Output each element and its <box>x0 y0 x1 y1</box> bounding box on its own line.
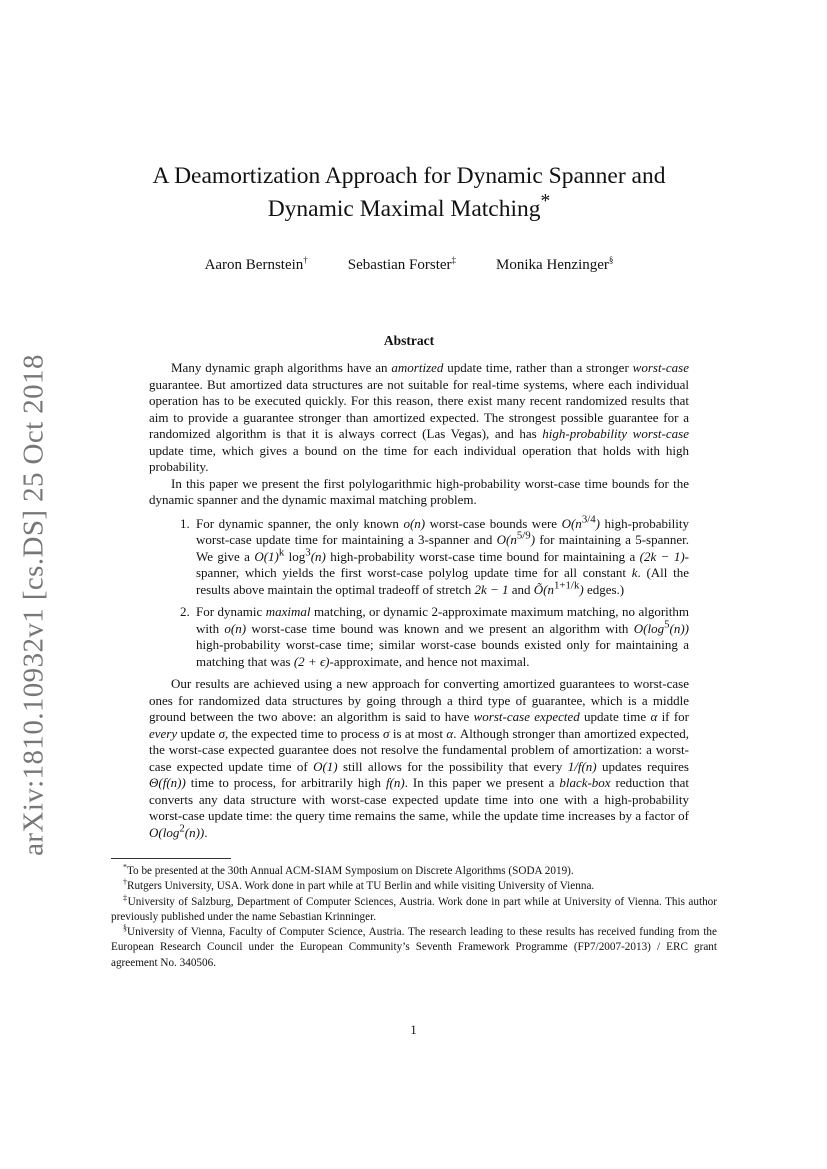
contribution-item-spanner: 1. For dynamic spanner, the only known o(n) worst-case bounds were $O(n^{3/4})$ high-probability worst-case update time for maintaining a 3-spanner and $O(n^{5/9})$ for maintaining a 5-spanner. We give a $O(1)^k$ $\log^3(n)$ high-probability worst-case time bound for maintaining a (2k − 1)-spanner, which yields the first worst-case polylog update time for all constant k. (All the results above maintain the optimal tradeoff of stretch 2k − 1 and $Õ(n^{1+1/k})$ edges.) <box>193 516 689 599</box>
author: Sebastian Forster‡ <box>347 255 457 273</box>
footnote-rule <box>111 858 231 859</box>
abstract-paragraph-1: Many dynamic graph algorithms have an amortized update time, rather than a stronger worst-case guarantee. But amortized data structures are not suitable for real-time systems, where each individual operation has to be executed quickly. For this reason, there exist many recent randomized results that aim to provide a guarantee stronger than amortized expected. The strongest possible guarantee for a randomized algorithm is that it is always correct (Las Vegas), and has high-probability worst-case update time, which gives a bound on the time for each individual operation that holds with high probability. <box>149 360 689 474</box>
contribution-list <box>149 513 690 671</box>
footnote: †Rutgers University, USA. Work done in part while at TU Berlin and while visiting University of Vienna. <box>123 877 595 893</box>
author: Aaron Bernstein† <box>204 255 308 273</box>
paper-page <box>111 160 707 841</box>
author: Monika Henzinger§ <box>496 255 614 273</box>
title-line-1: A Deamortization Approach for Dynamic Spanner and <box>152 163 666 189</box>
title-line-2: Dynamic Maximal Matching <box>267 196 541 222</box>
footnote: §University of Vienna, Faculty of Computer Science, Austria. The research leading to these results has received funding from the European Research Council under the European Community’s Seventh Framework Programme (FP7/2007-2013) / ERC grant agreement No. 340506. <box>111 923 717 969</box>
footnote: ‡University of Salzburg, Department of Computer Sciences, Austria. Work done in part while at University of Vienna. This author previously published under the name Sebastian Krinninger. <box>111 892 717 923</box>
author-list <box>111 257 707 274</box>
footnotes <box>111 858 717 971</box>
contribution-item-matching: 2. For dynamic maximal matching, or dynamic 2-approximate maximum matching, no algorithm with o(n) worst-case time bound was known and we present an algorithm with $O(\log^5(n))$ high-probability worst-case time; similar worst-case bounds existed only for maintaining a matching that was (2 + ϵ)-approximate, and hence not maximal. <box>193 604 689 670</box>
footnote: *To be presented at the 30th Annual ACM-SIAM Symposium on Discrete Algorithms (SODA 2019). <box>123 862 574 877</box>
abstract-heading: Abstract <box>383 333 435 348</box>
paper-title <box>111 160 707 226</box>
title-footnote-mark: * <box>540 191 551 213</box>
page-number: 1 <box>410 1022 417 1037</box>
abstract-paragraph-3: Our results are achieved using a new approach for converting amortized guarantees to worst-case ones for randomized data structures by going through a third type of guarantee, which is a middle ground between the two above: an algorithm is said to have worst-case expected update time α if for every update σ, the expected time to process σ is at most α. Although stronger than amortized expected, the worst-case expected guarantee does not resolve the fundamental problem of amortization: a worst-case expected update time of O(1) still allows for the possibility that every 1/f(n) updates requires Θ(f(n)) time to process, for arbitrarily high f(n). In this paper we present a black-box reduction that converts any data structure with worst-case expected update time into one with a high-probability worst-case update time: the query time remains the same, while the update time increases by a factor of $O(\log^2(n))$. <box>149 676 690 840</box>
abstract-body <box>111 360 707 841</box>
arxiv-stamp: arXiv:1810.10932v1 [cs.DS] 25 Oct 2018 <box>17 354 50 856</box>
abstract-paragraph-2: In this paper we present the first polylogarithmic high-probability worst-case time bounds for the dynamic spanner and the dynamic maximal matching problem. <box>149 475 689 507</box>
